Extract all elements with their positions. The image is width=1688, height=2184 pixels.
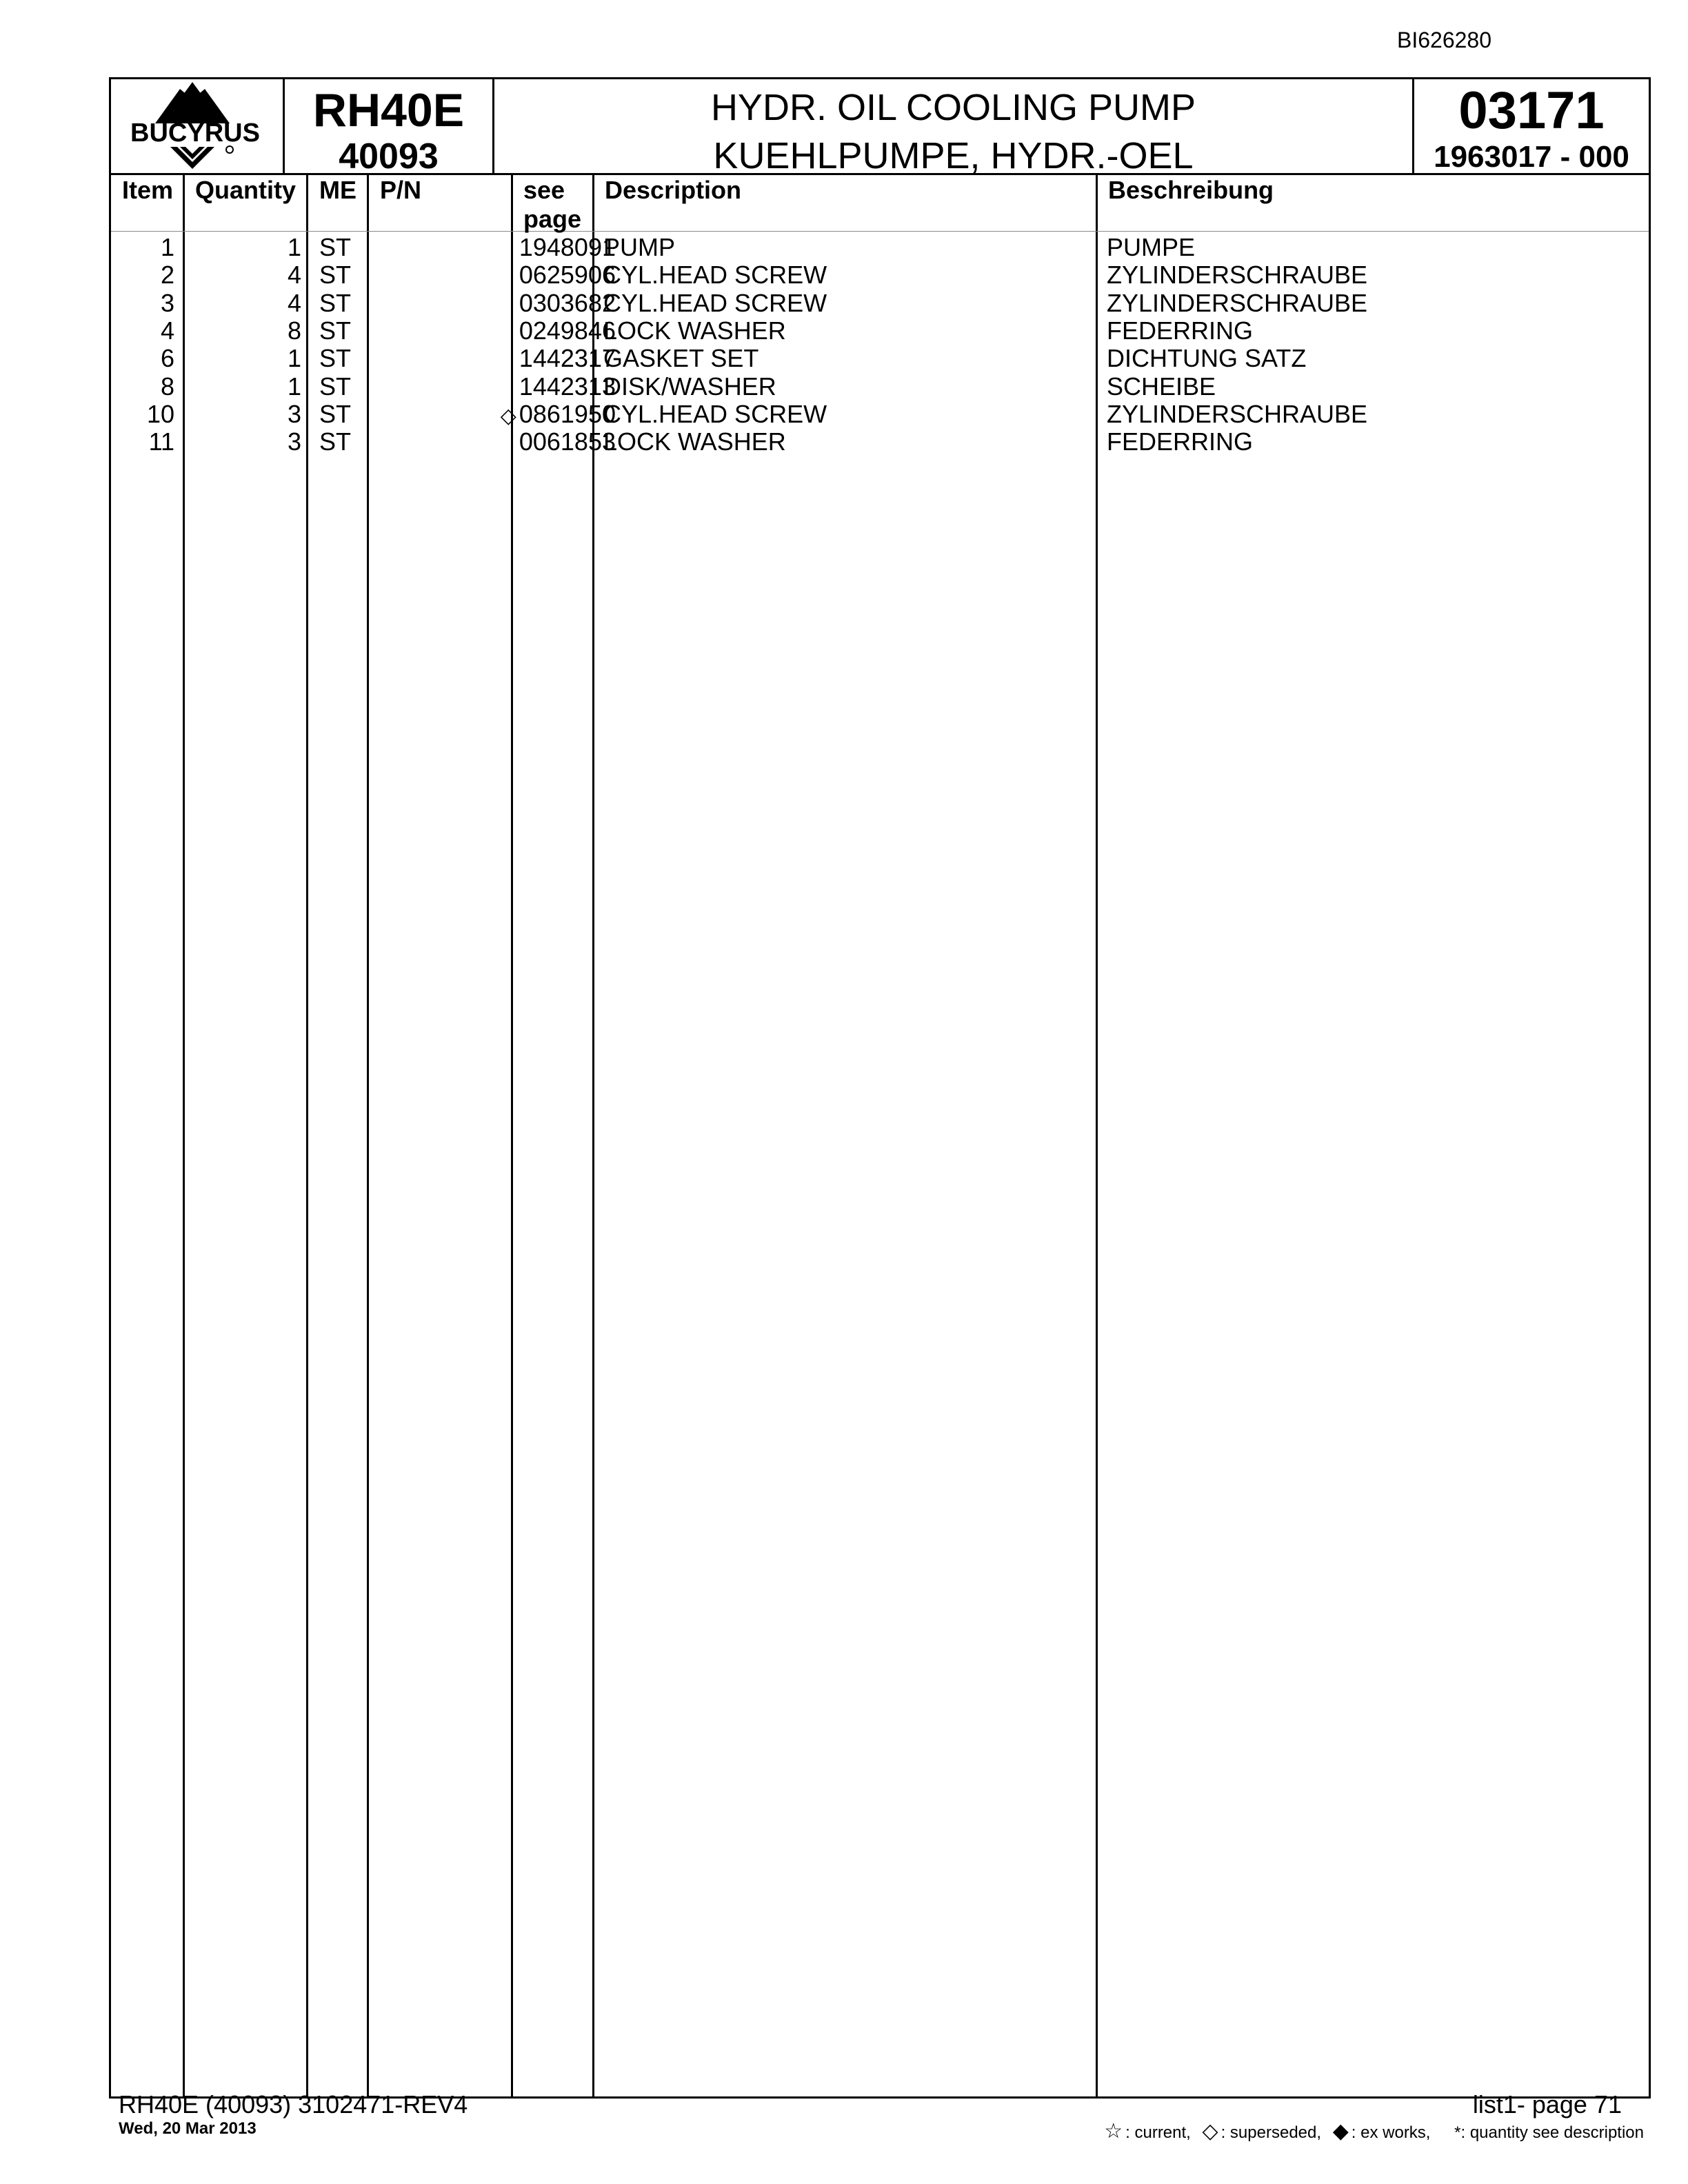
col-header-page: page (523, 205, 582, 233)
cell-item: 10 (146, 399, 174, 428)
title-german: KUEHLPUMPE, HYDR.-OEL (713, 135, 1194, 176)
title-cell (494, 79, 1414, 176)
cell-quantity: 1 (287, 233, 301, 261)
cell-beschreibung: FEDERRING (1107, 316, 1254, 345)
group-number: 03171 (1458, 81, 1605, 140)
footer-page: list1- page 71 (1472, 2090, 1622, 2119)
table-row (111, 317, 1649, 345)
footer-doc-ref: RH40E (40093) 3102471-REV4 (119, 2090, 468, 2119)
column-divider (592, 173, 594, 2096)
column-divider (1096, 173, 1098, 2096)
column-divider (183, 173, 185, 2096)
cell-quantity: 1 (287, 344, 301, 373)
cell-me: ST (319, 316, 352, 345)
legend-superseded: : superseded, (1220, 2123, 1322, 2142)
star-icon: ☆ (1104, 2120, 1123, 2143)
col-header-description: Description (605, 176, 742, 204)
bucyrus-logo (111, 79, 281, 173)
legend-quantity: : quantity see description (1460, 2123, 1644, 2142)
cell-item: 4 (160, 316, 174, 345)
cell-me: ST (319, 261, 352, 290)
cell-quantity: 4 (287, 288, 301, 317)
document-id: BI626280 (1397, 28, 1492, 52)
cell-quantity: 8 (287, 316, 301, 345)
asterisk-icon: * (1454, 2123, 1461, 2142)
col-header-pn: P/N (380, 176, 422, 204)
cell-description: PUMP (603, 233, 676, 261)
cell-me: ST (319, 288, 352, 317)
cell-item: 1 (160, 233, 174, 261)
col-header-see-page (523, 176, 581, 234)
cell-pn: 1442317 (519, 344, 616, 373)
cell-item: 11 (148, 427, 174, 456)
cell-pn: 0625906 (519, 261, 616, 290)
table-row (111, 345, 1649, 372)
col-header-see: see (523, 176, 565, 204)
footer-date: Wed, 20 Mar 2013 (119, 2119, 257, 2138)
legend-current: : current, (1125, 2123, 1191, 2142)
model-cell (285, 79, 494, 176)
diamond-filled-icon: ◆ (1332, 2120, 1349, 2143)
header-divider (111, 231, 1649, 232)
cell-beschreibung: PUMPE (1107, 233, 1196, 261)
table-row (111, 261, 1649, 289)
model-name: RH40E (312, 84, 465, 136)
cell-description: CYL.HEAD SCREW (603, 261, 827, 290)
logo-text: BUCYRUS (130, 119, 260, 148)
cell-pn: 0061853 (519, 427, 616, 456)
cell-description: CYL.HEAD SCREW (603, 288, 827, 317)
col-header-item: Item (122, 176, 174, 204)
table-row (111, 373, 1649, 401)
cell-pn: 1442313 (519, 372, 616, 401)
cell-beschreibung: ZYLINDERSCHRAUBE (1107, 288, 1368, 317)
cell-quantity: 3 (287, 399, 301, 428)
diamond-outline-icon: ◇ (1202, 2120, 1218, 2143)
group-sub-number: 1963017 - 000 (1434, 140, 1629, 174)
column-divider (367, 173, 369, 2096)
cell-beschreibung: DICHTUNG SATZ (1107, 344, 1307, 373)
parts-table (109, 173, 1651, 2099)
cell-quantity: 3 (287, 427, 301, 456)
col-header-beschreibung: Beschreibung (1108, 176, 1274, 204)
cell-description: GASKET SET (603, 344, 759, 373)
col-header-quantity: Quantity (195, 176, 297, 204)
cell-description: DISK/WASHER (603, 372, 776, 401)
column-divider (306, 173, 308, 2096)
cell-pn: 1948091 (519, 233, 616, 261)
cell-description: LOCK WASHER (603, 316, 786, 345)
part-number: 0861950 (519, 399, 616, 428)
cell-me: ST (319, 233, 352, 261)
cell-item: 8 (160, 372, 174, 401)
table-row (111, 401, 1649, 428)
title-english: HYDR. OIL COOLING PUMP (710, 87, 1196, 128)
cell-item: 3 (160, 288, 174, 317)
group-cell (1414, 79, 1649, 173)
cell-pn (373, 401, 616, 430)
col-header-me: ME (319, 176, 356, 204)
cell-me: ST (319, 427, 352, 456)
cell-me: ST (319, 372, 352, 401)
cell-quantity: 4 (287, 261, 301, 290)
header-box (109, 77, 1651, 175)
cell-me: ST (319, 399, 352, 428)
cell-item: 6 (160, 344, 174, 373)
symbol-legend (1104, 2119, 1644, 2143)
cell-beschreibung: ZYLINDERSCHRAUBE (1107, 261, 1368, 290)
cell-pn: 0303682 (519, 288, 616, 317)
model-serial: 40093 (339, 136, 439, 176)
table-row (111, 428, 1649, 456)
cell-me: ST (319, 344, 352, 373)
cell-description: LOCK WASHER (603, 427, 786, 456)
table-row (111, 234, 1649, 261)
cell-description: CYL.HEAD SCREW (603, 399, 827, 428)
cell-pn: 0249846 (519, 316, 616, 345)
cell-beschreibung: SCHEIBE (1107, 372, 1216, 401)
superseded-diamond-icon: ◇ (500, 404, 516, 427)
logo-cell (111, 79, 285, 173)
cell-item: 2 (160, 261, 174, 290)
legend-ex-works: : ex works, (1351, 2123, 1431, 2142)
cell-quantity: 1 (287, 372, 301, 401)
cell-beschreibung: FEDERRING (1107, 427, 1254, 456)
column-divider (511, 173, 513, 2096)
table-row (111, 290, 1649, 317)
cell-beschreibung: ZYLINDERSCHRAUBE (1107, 399, 1368, 428)
